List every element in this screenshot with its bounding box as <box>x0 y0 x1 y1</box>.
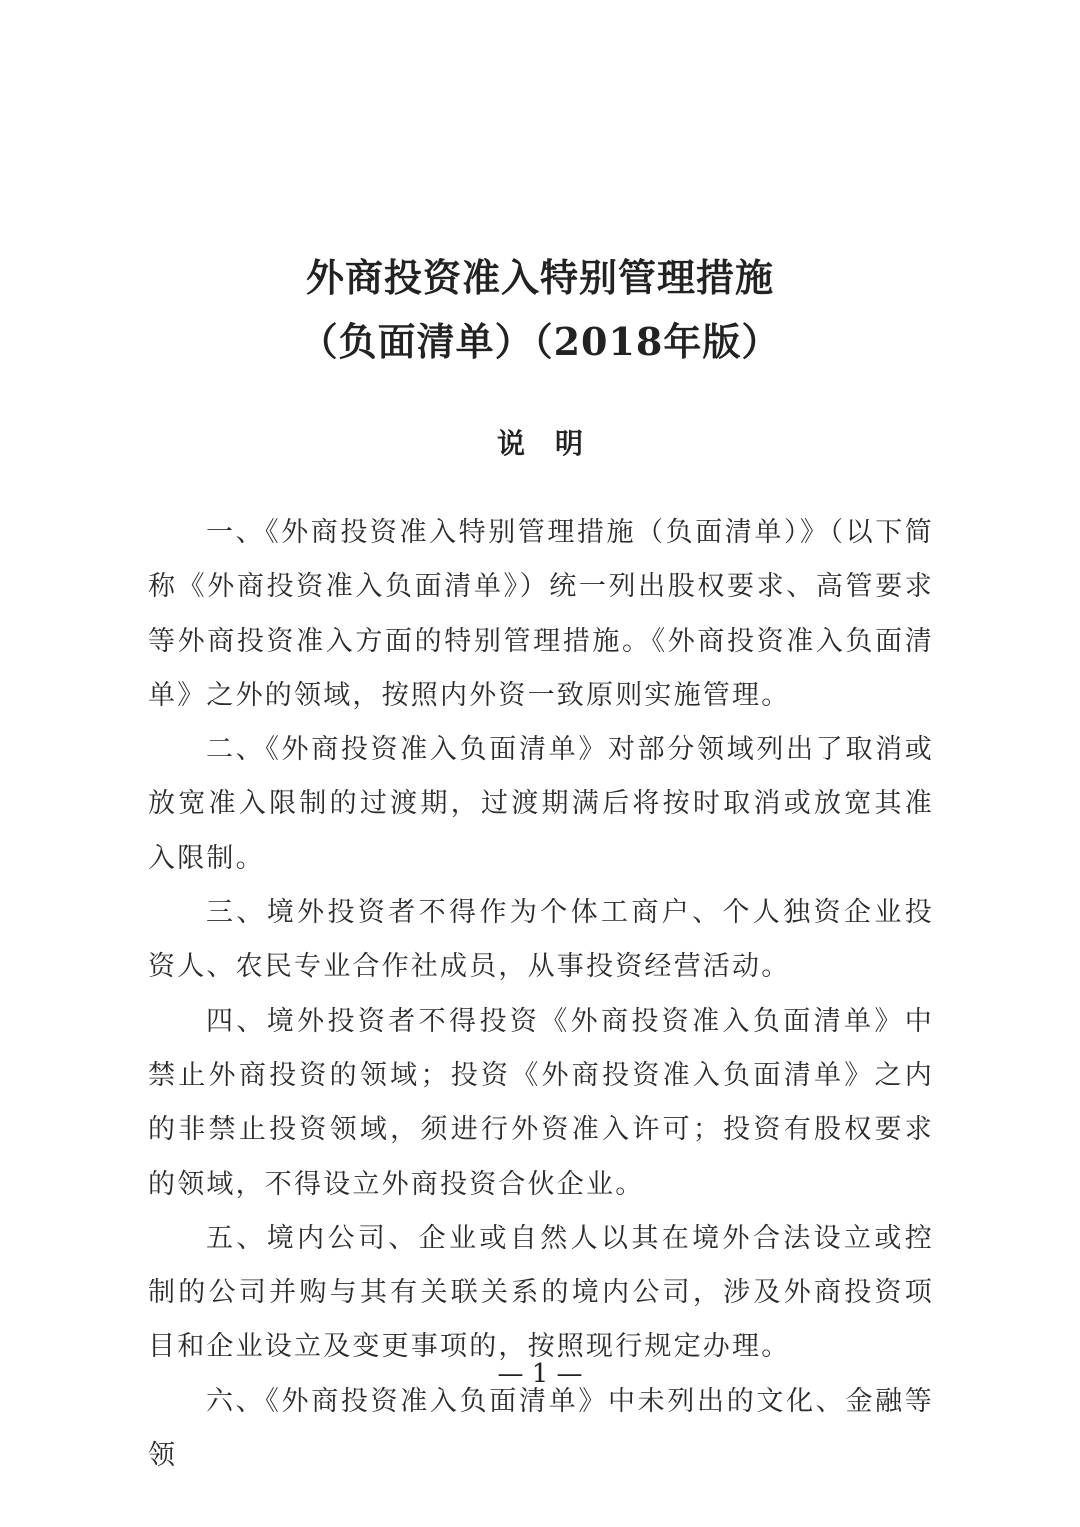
paragraph-2: 二、《外商投资准入负面清单》对部分领域列出了取消或放宽准入限制的过渡期，过渡期满后将按时取消或放宽其准入限制。 <box>148 734 934 874</box>
paragraph-3: 三、境外投资者不得作为个体工商户、个人独资企业投资人、农民专业合作社成员，从事投资经营活动。 <box>148 897 934 983</box>
paragraph-5: 五、境内公司、企业或自然人以其在境外合法设立或控制的公司并购与其有关联关系的境内公司，涉及外商投资项目和企业设立及变更事项的，按照现行规定办理。 <box>148 1222 934 1363</box>
title-line-2: （负面清单）（2018年版） <box>299 319 781 364</box>
document-body <box>148 506 934 1483</box>
document-title <box>0 246 1080 374</box>
title-line-1: 外商投资准入特别管理措施 <box>305 255 774 300</box>
section-heading: 说明 <box>496 427 613 460</box>
paragraph-4: 四、境外投资者不得投资《外商投资准入负面清单》中禁止外商投资的领域；投资《外商投资准入负面清单》之内的非禁止投资领域，须进行外资准入许可；投资有股权要求的领域，不得设立外商投资合伙企业。 <box>148 1005 934 1200</box>
paragraph-6: 六、《外商投资准入负面清单》中未列出的文化、金融等领 <box>148 1385 934 1472</box>
page-number: — 1 — <box>497 1359 583 1389</box>
paragraph-1: 一、《外商投资准入特别管理措施（负面清单）》（以下简称《外商投资准入负面清单》）统一列出股权要求、高管要求等外商投资准入方面的特别管理措施。《外商投资准入负面清单》之外的领域，按照内外资一致原则实施管理。 <box>148 517 934 711</box>
